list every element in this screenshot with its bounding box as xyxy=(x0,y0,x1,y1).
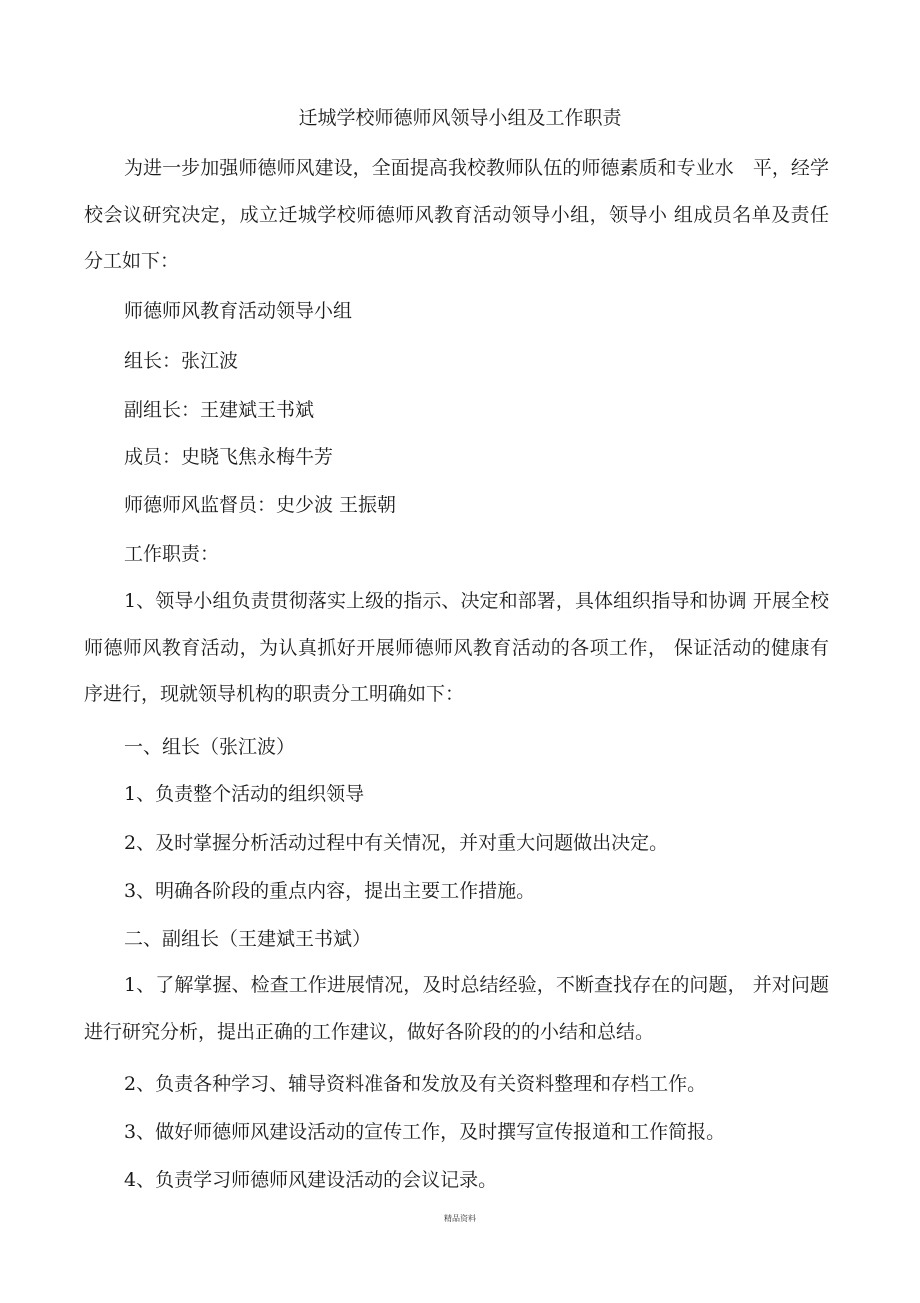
section-two-heading: 二、副组长（王建斌王书斌） xyxy=(124,928,372,950)
supervisors-line: 师德师风监督员：史少波 王振朝 xyxy=(124,494,397,516)
section-two-item: 1、了解掌握、检查工作进展情况，及时总结经验，不断查找存在的问题， 并对问题进行研究分析，提出正确的工作建议，做好各阶段的的小结和总结。 xyxy=(84,974,829,1043)
duty-intro-paragraph: 1、领导小组负责贯彻落实上级的指示、决定和部署，具体组织指导和协调 开展全校师德师风教育活动，为认真抓好开展师德师风教育活动的各项工作， 保证活动的健康有序进行，现就领导机构的职责分工明确如下： xyxy=(84,590,829,705)
members-line: 成员：史晓飞焦永梅牛芳 xyxy=(124,446,334,468)
section-two-item: 4、负责学习师德师风建设活动的会议记录。 xyxy=(124,1169,498,1191)
deputy-leader-line: 副组长：王建斌王书斌 xyxy=(124,399,315,421)
section-two-item: 3、做好师德师风建设活动的宣传工作，及时撰写宣传报道和工作简报。 xyxy=(124,1121,726,1143)
intro-paragraph: 为进一步加强师德师风建设，全面提高我校教师队伍的师德素质和专业水 平，经学校会议研究决定，成立迁城学校师德师风教育活动领导小组，领导小 组成员名单及责任分工如下： xyxy=(84,157,829,272)
section-two-item: 2、负责各种学习、辅导资料准备和发放及有关资料整理和存档工作。 xyxy=(124,1073,707,1095)
duties-heading: 工作职责： xyxy=(124,543,220,565)
footer-label: 精品资料 xyxy=(444,1214,476,1223)
document-title: 迁城学校师德师风领导小组及工作职责 xyxy=(298,107,622,129)
section-one-item: 3、明确各阶段的重点内容，提出主要工作措施。 xyxy=(124,880,536,902)
group-heading: 师德师风教育活动领导小组 xyxy=(124,300,353,322)
leader-line: 组长：张江波 xyxy=(124,350,239,372)
section-one-item: 2、及时掌握分析活动过程中有关情况，并对重大问题做出决定。 xyxy=(124,832,669,854)
section-one-heading: 一、组长（张江波） xyxy=(124,736,296,758)
section-one-item: 1、负责整个活动的组织领导 xyxy=(124,783,365,805)
